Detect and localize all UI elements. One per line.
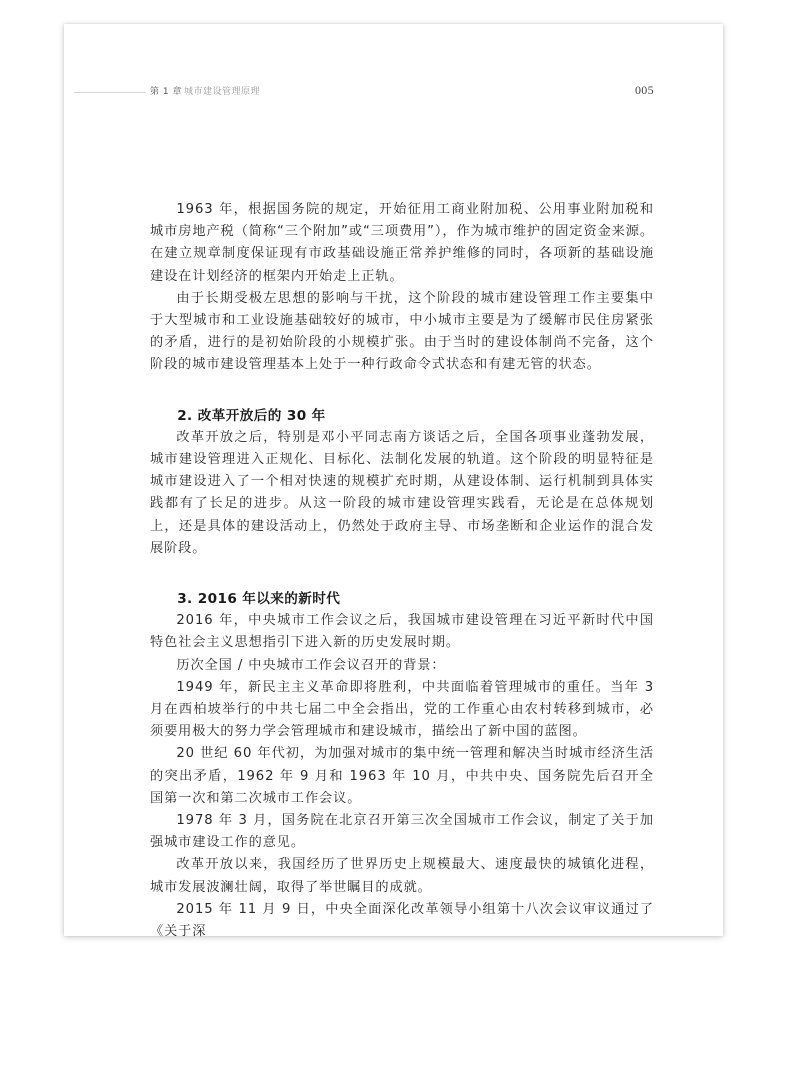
body-text <box>150 199 654 943</box>
paragraph: 改革开放之后，特别是邓小平同志南方谈话之后，全国各项事业蓬勃发展，城市建设管理进入正规化、目标化、法制化发展的轨道。这个阶段的明显特征是城市建设进入了一个相对快速的规模扩充时期，从建设体制、运行机制到具体实践都有了长足的进步。从这一阶段的城市建设管理实践看，无论是在总体规划上，还是具体的建设活动上，仍然处于政府主导、市场垄断和企业运作的混合发展阶段。 <box>150 429 654 556</box>
section-heading-2: 2. 改革开放后的 30 年 <box>177 407 326 424</box>
running-head <box>64 84 723 100</box>
book-page <box>64 24 723 940</box>
header-rule <box>74 92 146 93</box>
paragraph: 20 世纪 60 年代初，为加强对城市的集中统一管理和解决当时城市经济生活的突出矛盾，1962 年 9 月和 1963 年 10 月，中共中央、国务院先后召开全国第一次和第二次城市工作会议。 <box>150 746 654 806</box>
paragraph: 由于长期受极左思想的影响与干扰，这个阶段的城市建设管理工作主要集中于大型城市和工业设施基础较好的城市，中小城市主要是为了缓解市民住房紧张的矛盾，进行的是初始阶段的小规模扩张。由于当时的建设体制尚不完备，这个阶段的城市建设管理基本上处于一种行政命令式状态和有建无管的状态。 <box>150 290 654 373</box>
paragraph: 改革开放以来，我国经历了世界历史上规模最大、速度最快的城镇化进程，城市发展波澜壮阔，取得了举世瞩目的成就。 <box>150 857 654 895</box>
paragraph: 1978 年 3 月，国务院在北京召开第三次全国城市工作会议，制定了关于加强城市建设工作的意见。 <box>150 813 654 851</box>
chapter-label: 第 1 章 <box>150 87 182 97</box>
paragraph: 1963 年，根据国务院的规定，开始征用工商业附加税、公用事业附加税和城市房地产税（简称“三个附加”或“三项费用”），作为城市维护的固定资金来源。在建立规章制度保证现有市政基础设施正常养护维修的同时，各项新的基础设施建设在计划经济的框架内开始走上正轨。 <box>150 202 654 284</box>
paragraph: 历次全国 / 中央城市工作会议召开的背景： <box>176 657 446 673</box>
paragraph: 2015 年 11 月 9 日，中央全面深化改革领导小组第十八次会议审议通过了《关于深 <box>150 901 654 940</box>
paragraph: 2016 年，中央城市工作会议之后，我国城市建设管理在习近平新时代中国特色社会主义思想指引下进入新的历史发展时期。 <box>150 613 654 651</box>
paragraph: 1949 年，新民主主义革命即将胜利，中共面临着管理城市的重任。当年 3 月在西柏坡举行的中共七届二中全会指出，党的工作重心由农村转移到城市，必须要用极大的努力学会管理城市和建设城市，描绘出了新中国的蓝图。 <box>150 679 654 740</box>
page-number: 005 <box>635 83 654 97</box>
section-heading-3: 3. 2016 年以来的新时代 <box>177 591 341 608</box>
chapter-title: 城市建设管理原理 <box>184 87 261 97</box>
